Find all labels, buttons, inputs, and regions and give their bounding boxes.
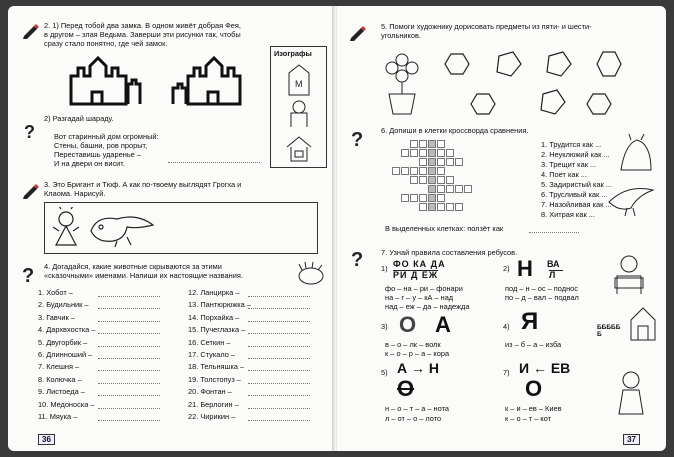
crossword-cell[interactable] <box>446 158 454 166</box>
page-number-left: 36 <box>38 434 55 445</box>
sharada-answer-field[interactable] <box>168 162 260 163</box>
question-icon <box>22 122 40 140</box>
task2-line3: сразу стало понятно, где чей замок. <box>44 39 168 48</box>
pencil-icon <box>22 22 40 40</box>
animal-answer-field[interactable] <box>248 358 310 359</box>
crossword-cell[interactable] <box>410 194 418 202</box>
task6-title: 6. Допиши в клетки кроссворда сравнения. <box>381 126 529 135</box>
rebus6-line2: к – о – т – кот <box>505 414 552 423</box>
crossword-cell[interactable] <box>464 185 472 193</box>
animal-answer-field[interactable] <box>98 420 160 421</box>
crossword-bottom-text: В выделенных клетках: ползёт как <box>385 224 504 233</box>
rebus6-num: 7) <box>503 368 510 377</box>
pencil-icon-3 <box>349 24 367 42</box>
rebus1-answer-b: на – г – у – кА – над <box>385 293 454 302</box>
izografy-box <box>270 46 327 168</box>
crossword-cell[interactable] <box>446 185 454 193</box>
right-page <box>337 6 666 451</box>
animal-list-item: 19. Толстопуз – <box>188 374 241 384</box>
castle-right[interactable] <box>168 56 248 106</box>
crossword-cell[interactable] <box>446 203 454 211</box>
flower-pot-drawing <box>377 46 427 121</box>
task5-line1: 5. Помоги художнику дорисовать предметы из пяти- и шести- <box>381 22 592 31</box>
crossword-cell[interactable] <box>437 176 445 184</box>
animal-list-item: 22. Чирикин – <box>188 412 236 421</box>
crossword-cell[interactable] <box>428 140 436 148</box>
rebus3-num: 3) <box>381 322 388 331</box>
crossword-answer-field[interactable] <box>529 232 579 233</box>
crossword-clue: 1. Трудится как ... <box>541 140 602 149</box>
crossword-cell[interactable] <box>419 167 427 175</box>
animal-answer-field[interactable] <box>98 308 160 309</box>
drawing-area[interactable] <box>44 202 318 254</box>
animal-answer-field[interactable] <box>98 358 160 359</box>
animal-answer-field[interactable] <box>248 333 310 334</box>
crossword-cell[interactable] <box>428 194 436 202</box>
crossword-grid[interactable] <box>383 140 493 220</box>
sharada-line1: Вот старинный дом огромный: <box>54 132 159 141</box>
animal-answer-field[interactable] <box>98 370 160 371</box>
rebus4-letters-b: ББББББ <box>597 324 621 338</box>
animal-list-item: 7. Клешня – <box>38 362 80 372</box>
crossword-cell[interactable] <box>455 203 463 211</box>
animal-list-item: 14. Порхайка – <box>188 312 240 322</box>
animal-list-item: 12. Ланцирка – <box>188 288 240 297</box>
crossword-cell[interactable] <box>455 185 463 193</box>
rebus1-bottom: РИ Д ЕЖ <box>393 270 439 280</box>
rebus2-num: 2) <box>503 264 510 273</box>
animal-answer-field[interactable] <box>248 408 310 409</box>
rebus5-letters: А → Н <box>397 360 439 376</box>
animal-list-item: 11. Мяука – <box>38 412 78 421</box>
svg-text:?: ? <box>22 265 35 284</box>
animal-list-item: 17. Стукало – <box>188 350 236 359</box>
rebus1-answer-c: над – еж – да – надежда <box>385 302 470 311</box>
crossword-cell[interactable] <box>419 203 427 211</box>
animal-answer-field[interactable] <box>248 296 310 297</box>
animal-list-item: 21. Берлогин – <box>188 399 239 409</box>
animal-answer-field[interactable] <box>248 383 310 384</box>
animal-answer-field[interactable] <box>98 296 160 297</box>
animal-list-item: 5. Двугорбик – <box>38 337 88 347</box>
rebus5-line1: н – о – т – а – нота <box>385 404 449 413</box>
girl-illustration <box>613 368 649 421</box>
animal-list-item: 8. Колючка – <box>38 374 82 384</box>
sharada-line2: Стены, башни, ров прорыт, <box>54 141 148 150</box>
crossword-cell[interactable] <box>428 149 436 157</box>
animal-answer-field[interactable] <box>98 395 160 396</box>
rebus2-answer-b: по – д – вал – подвал <box>505 293 579 302</box>
crossword-cell[interactable] <box>446 149 454 157</box>
animal-list-item: 10. Медоноска – <box>38 399 95 409</box>
crossword-clue: 5. Задиристый как ... <box>541 180 612 189</box>
crossword-cell[interactable] <box>455 158 463 166</box>
sharada-title: 2) Разгадай шараду. <box>44 114 114 123</box>
crossword-clue: 2. Неуклюжий как ... <box>541 150 610 159</box>
animal-answer-field[interactable] <box>98 346 160 347</box>
boy-illustration <box>609 252 649 301</box>
animal-list-item: 13. Пантюрюжка – <box>188 300 251 310</box>
animal-answer-field[interactable] <box>248 370 310 371</box>
crossword-clue: 6. Трусливый как ... <box>541 190 608 199</box>
crossword-cell[interactable] <box>428 158 436 166</box>
crossword-cell[interactable] <box>437 167 445 175</box>
svg-text:М: М <box>295 79 303 89</box>
animal-list-item: 6. Длинноший – <box>38 350 93 359</box>
animal-answer-field[interactable] <box>248 308 310 309</box>
castle-left[interactable] <box>66 56 146 106</box>
question-icon-2 <box>20 264 38 282</box>
animal-answer-field[interactable] <box>248 395 310 396</box>
task5-line2: угольников. <box>381 31 421 40</box>
rebus3-letter-o: О <box>399 312 417 337</box>
animal-list-item: 4. Дархвхостка – <box>38 325 96 335</box>
rebus1-num: 1) <box>381 264 388 273</box>
rebus5-num: 5) <box>381 368 388 377</box>
animal-list-item: 3. Гавчик – <box>38 312 75 322</box>
rebus4-answer: из – б – а – изба <box>505 340 562 349</box>
svg-text:?: ? <box>24 122 35 140</box>
animal-list-item: 2. Будильник – <box>38 300 89 310</box>
question-icon-3 <box>349 128 367 146</box>
animal-list-item: 9. Листоеда – <box>38 387 85 397</box>
rebus2-top: ВА <box>547 259 560 269</box>
task4-line2: «сказочными» именами. Напиши их настоящие названия. <box>44 271 243 280</box>
animal-answer-field[interactable] <box>248 321 310 322</box>
crossword-cell[interactable] <box>419 194 427 202</box>
rebus5-letter-o: О <box>397 376 415 401</box>
crossword-cell[interactable] <box>437 194 445 202</box>
svg-text:?: ? <box>351 129 364 148</box>
crossword-cell[interactable] <box>419 158 427 166</box>
rebus2-big-letter: Н <box>517 256 533 281</box>
crossword-cell[interactable] <box>446 176 454 184</box>
task7-title: 7. Узнай правила составления ребусов. <box>381 248 518 257</box>
rebus6-letter-o: О <box>525 376 543 401</box>
crossword-cell[interactable] <box>428 203 436 211</box>
crossword-cell[interactable] <box>428 176 436 184</box>
crossword-cell[interactable] <box>410 176 418 184</box>
crossword-clue: 8. Хитрая как ... <box>541 210 595 219</box>
animal-list-item: 15. Пучеглазка – <box>188 325 246 335</box>
animal-answer-field[interactable] <box>98 321 160 322</box>
task3-line1: 3. Это Бригант и Тюф. А как по-твоему выглядят Грогха и <box>44 180 242 189</box>
izograf-3 <box>285 133 313 168</box>
task4-line1: 4. Догадайся, какие животные скрываются за этими <box>44 262 222 271</box>
rebus3-letter-a: А <box>435 312 451 337</box>
crossword-cell[interactable] <box>437 158 445 166</box>
crossword-cell[interactable] <box>419 149 427 157</box>
izografy-title: Изографы <box>274 49 312 58</box>
tyuf-drawing <box>87 211 157 252</box>
crossword-cell[interactable] <box>392 167 400 175</box>
animal-list-item: 1. Хобот – <box>38 288 73 297</box>
brigant-drawing <box>51 207 81 254</box>
crossword-cell[interactable] <box>437 140 445 148</box>
crossword-cell[interactable] <box>428 185 436 193</box>
animal-list-item: 20. Фонтан – <box>188 387 232 397</box>
crossword-cell[interactable] <box>401 149 409 157</box>
sharada-line3: Переставишь ударенье – <box>54 150 141 159</box>
svg-text:?: ? <box>351 249 364 268</box>
animal-answer-field[interactable] <box>98 383 160 384</box>
crossword-cell[interactable] <box>428 167 436 175</box>
crossword-cell[interactable] <box>437 203 445 211</box>
house-illustration <box>629 306 657 347</box>
rebus2-answer-a: под – н – ос – поднос <box>505 284 578 293</box>
rebus2-bottom: Л <box>549 270 563 280</box>
crossword-cell[interactable] <box>437 149 445 157</box>
animal-answer-field[interactable] <box>248 346 310 347</box>
rebus1-top: ФО КА ДА <box>393 259 446 269</box>
izograf-2 <box>287 99 311 134</box>
crossword-clue: 7. Назойливая как ... <box>541 200 612 209</box>
pencil-icon-2 <box>22 182 40 200</box>
task2-line1: 2. 1) Перед тобой два замка. В одном живёт добрая Фея, <box>44 21 241 30</box>
rebus1-answer-a: фо – на – ри – фонари <box>385 284 463 293</box>
question-icon-4 <box>349 248 367 266</box>
hedgehog-illustration <box>296 260 326 291</box>
animal-answer-field[interactable] <box>98 333 160 334</box>
rebus4-letter-ya: Я <box>521 308 539 335</box>
crossword-cell[interactable] <box>410 140 418 148</box>
rebus3-answer-b: к – о – р – а – кора <box>385 349 450 358</box>
left-page <box>8 6 334 451</box>
rebus6-letters: И ← ЕВ <box>519 360 571 376</box>
crossword-cell[interactable] <box>401 167 409 175</box>
animal-answer-field[interactable] <box>248 420 310 421</box>
page-number-right: 37 <box>623 434 640 445</box>
fox-illustration <box>617 134 655 179</box>
sharada-line4: И на двери он висит. <box>54 159 125 168</box>
task2-line2: в другом – злая Ведьма. Заверши эти рисунки так, чтобы <box>44 30 241 39</box>
crossword-clue: 3. Трещит как ... <box>541 160 597 169</box>
polygon-shapes[interactable] <box>437 44 637 116</box>
bird-illustration <box>607 182 655 221</box>
animal-list-item: 16. Сеткин – <box>188 337 231 347</box>
crossword-cell[interactable] <box>419 176 427 184</box>
animal-answer-field[interactable] <box>98 408 160 409</box>
crossword-clue: 4. Поет как ... <box>541 170 587 179</box>
task3-line2: Клаома. Нарисуй. <box>44 189 106 198</box>
crossword-cell[interactable] <box>401 194 409 202</box>
rebus4-num: 4) <box>503 322 510 331</box>
izograf-1 <box>287 63 311 102</box>
crossword-cell[interactable] <box>410 149 418 157</box>
rebus6-line1: к – и – ев – Киев <box>505 404 562 413</box>
rebus3-answer-a: в – о – лк – волк <box>385 340 441 349</box>
crossword-cell[interactable] <box>437 185 445 193</box>
crossword-cell[interactable] <box>410 167 418 175</box>
crossword-cell[interactable] <box>419 140 427 148</box>
animal-list-item: 18. Тельняшка – <box>188 362 245 372</box>
rebus5-line2: л – от – о – лото <box>385 414 442 423</box>
